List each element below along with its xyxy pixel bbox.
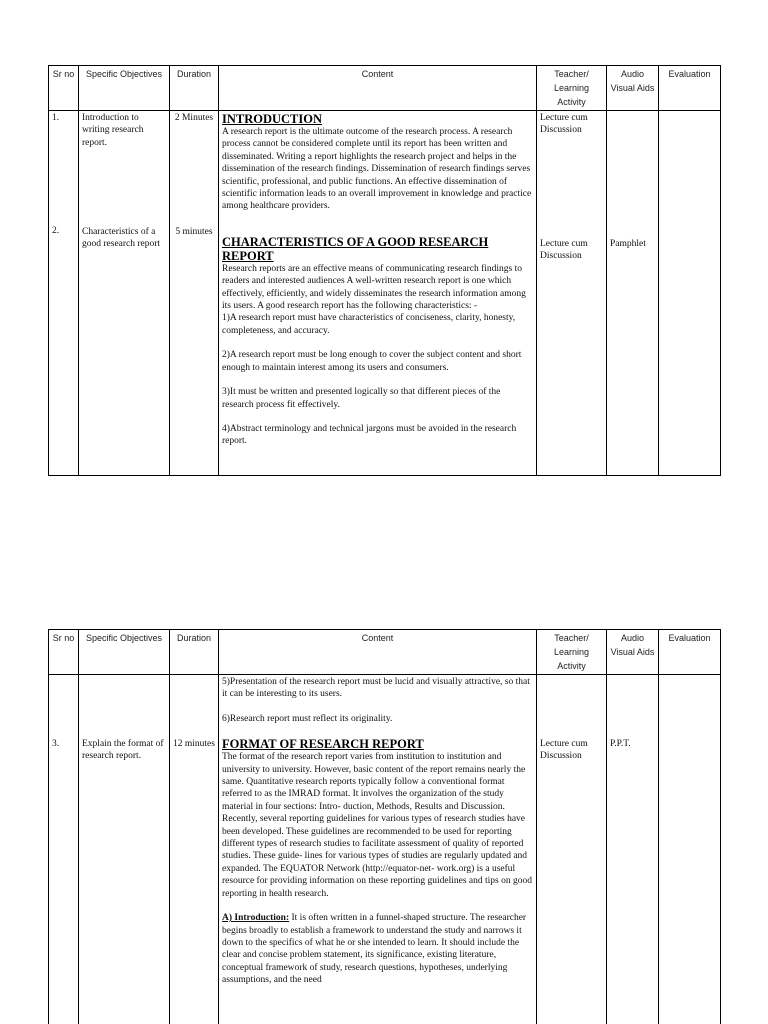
- row1-activity: Lecture cum Discussion: [540, 113, 588, 136]
- header-duration: Duration: [170, 630, 219, 675]
- header-sr-no: Sr no: [49, 66, 79, 111]
- row2-duration: 5 minutes: [175, 227, 213, 237]
- header-activity: Teacher/ Learning Activity: [537, 630, 607, 675]
- row2-aids: Pamphlet: [610, 239, 646, 249]
- objectives-column-cell: [79, 675, 170, 1024]
- table-header-row: [49, 630, 721, 675]
- row1-objective: Introduction to writing research report.: [82, 113, 144, 148]
- lesson-plan-table: [48, 65, 721, 476]
- paragraph: A research report is the ultimate outcome of the research process. A research process cannot be considered complete until its report has been written and disseminated. Writing a report highlights the research project and helps in the dissemination of the research findings. Dissemination of research findings serves scientific, professional, and public functions. An effective dissemination of scientific information leads to an overall improvement in knowledge and practice among healthcare providers.: [222, 127, 532, 212]
- format-section: [222, 737, 533, 986]
- list-item: 6)Research report must reflect its originality.: [222, 713, 393, 724]
- introduction-section: [222, 112, 533, 213]
- section-heading: FORMAT OF RESEARCH REPORT: [222, 737, 424, 752]
- header-content: Content: [219, 66, 537, 111]
- content-column-cell: [219, 675, 537, 1024]
- evaluation-column-cell: [659, 111, 721, 476]
- paragraph: [222, 912, 533, 986]
- aids-column-cell: [607, 111, 659, 476]
- list-item: 1)A research report must have characteristics of conciseness, clarity, honesty, completeness, and accuracy.: [222, 313, 516, 336]
- paragraph: Recently, several reporting guidelines for various types of research studies have been developed. These guidelines are recommended to be used for reporting different types of research studies to facilitate assessment of quality of reported studies. These guide- lines for various types of studies are regularly updated and expanded. The EQUATOR Network (http://equator-net- work.org) is a useful resource for providing information on these reporting guidelines and tips on good reporting in health research.: [222, 814, 533, 899]
- row3-aids: P.P.T.: [610, 739, 631, 749]
- row1-aids: [610, 112, 655, 238]
- row3-objective: Explain the format of research report.: [82, 739, 164, 762]
- table-row: [49, 111, 721, 476]
- content-column-cell: [219, 111, 537, 476]
- list-item: 2)A research report must be long enough to cover the subject content and short enough to maintain interest among its users and consumers.: [222, 350, 522, 373]
- header-duration: Duration: [170, 66, 219, 111]
- characteristics-section: [222, 235, 533, 448]
- list-item: 3)It must be written and presented logically so that different pieces of the research process fit effectively.: [222, 387, 501, 410]
- header-sr-no: Sr no: [49, 630, 79, 675]
- duration-column-cell: [170, 111, 219, 476]
- paragraph: Research reports are an effective means of communicating research findings to readers and interested audiences A well-written research report is one which effectively, efficiently, and widely disseminates the research information among its users. A good research report has the following characteristics: -: [222, 263, 526, 312]
- aids-column-cell: [607, 675, 659, 1024]
- table-header-row: [49, 66, 721, 111]
- table-row: [49, 675, 721, 1024]
- row3-activity: Lecture cum Discussion: [540, 739, 588, 762]
- row1-duration: 2 Minutes: [174, 113, 214, 123]
- header-aids: Audio Visual Aids: [607, 66, 659, 111]
- paragraph: The format of the research report varies from institution to institution and university to university. However, basic content of the report remains nearly the same. Quantitative research reports typically follow a conventional format referred to as the IMRAD format. It involves the organization of the study material in four sections: Intro- duction, Methods, Results and Discussion.: [222, 752, 526, 812]
- header-content: Content: [219, 630, 537, 675]
- header-evaluation: Evaluation: [659, 630, 721, 675]
- lesson-plan-table: [48, 629, 721, 1024]
- row2-sr: 2.: [52, 226, 60, 237]
- sr-column-cell: [49, 675, 79, 1024]
- row2-objective: Characteristics of a good research report: [82, 227, 161, 250]
- duration-column-cell: [170, 675, 219, 1024]
- activity-column-cell: [537, 111, 607, 476]
- section-heading: INTRODUCTION: [222, 112, 323, 126]
- header-aids: Audio Visual Aids: [607, 630, 659, 675]
- row3-sr: 3.: [52, 739, 60, 749]
- row3-duration: 12 minutes: [173, 739, 215, 749]
- row2-activity: Lecture cum Discussion: [540, 239, 588, 262]
- header-objectives: Specific Objectives: [79, 630, 170, 675]
- header-objectives: Specific Objectives: [79, 66, 170, 111]
- section-heading: CHARACTERISTICS OF A GOOD RESEARCH REPORT: [222, 234, 489, 263]
- header-evaluation: Evaluation: [659, 66, 721, 111]
- subsection-label: A) Introduction:: [222, 913, 290, 924]
- subsection-text: It is often written in a funnel-shaped structure. The researcher begins broadly to establish a framework to understand the study and narrows it down to the specifics of what he or she intended to learn. It should include the clear and concise problem statement, its significance, existing literature, conceptual framework of study, research questions, hypotheses, underlying assumptions, and the need: [222, 913, 527, 986]
- evaluation-column-cell: [659, 675, 721, 1024]
- sr-column-cell: [49, 111, 79, 476]
- list-item: 4)Abstract terminology and technical jargons must be avoided in the research report.: [222, 423, 517, 447]
- activity-column-cell: [537, 675, 607, 1024]
- header-activity: Teacher/ Learning Activity: [537, 66, 607, 111]
- row1-sr: 1.: [52, 113, 60, 123]
- objectives-column-cell: [79, 111, 170, 476]
- list-item: 5)Presentation of the research report must be lucid and visually attractive, so that it can be interesting to its users.: [222, 677, 530, 700]
- document-page-2: [0, 512, 768, 1024]
